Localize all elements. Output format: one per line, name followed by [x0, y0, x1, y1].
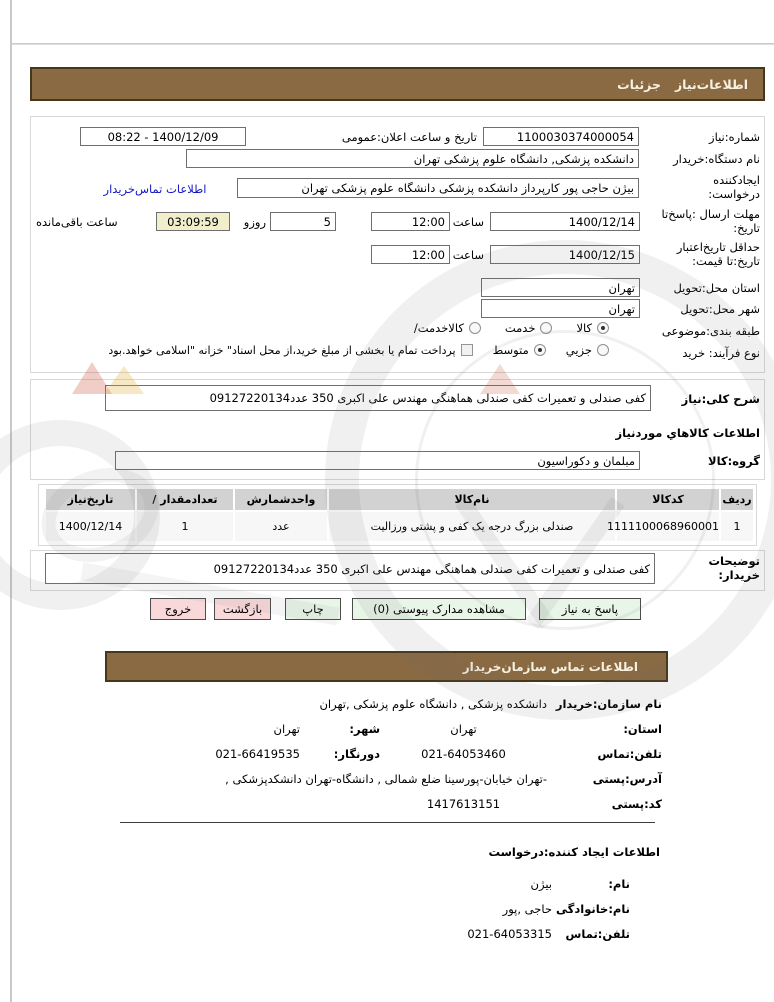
- radio-service[interactable]: [505, 321, 553, 335]
- remaining-hours-label: ساعت باقی‌مانده: [36, 215, 118, 229]
- top-separator-rule: [12, 43, 774, 45]
- buyer-org-field[interactable]: [186, 149, 639, 168]
- request-creator-field[interactable]: [237, 178, 639, 198]
- delivery-province-label: استان محل:تحویل: [673, 281, 760, 295]
- exit-button[interactable]: خروج: [150, 598, 206, 620]
- radio-partial-label: جزیي: [565, 343, 592, 357]
- creator-fname-label: نام:: [608, 877, 630, 891]
- classification-label: طبقه بندی:موضوعی: [661, 324, 760, 338]
- delivery-city-field[interactable]: [481, 299, 640, 318]
- delivery-city-value: تهران: [608, 301, 635, 316]
- radio-service-label: خدمت: [504, 321, 536, 335]
- delivery-province-value: تهران: [608, 280, 635, 295]
- radio-goods-service-label: کالاخدمت/: [413, 321, 464, 335]
- general-description-value: کفی صندلی و تعمیرات کفی صندلی هماهنگی مهندس علی اکبری 350 عدد09127220134: [209, 391, 646, 405]
- section-divider: [120, 822, 655, 823]
- reply-deadline-label-line2: تاریخ:: [733, 221, 760, 235]
- buyer-notes-field[interactable]: [45, 553, 655, 584]
- page-title-bar: [30, 67, 765, 101]
- cell-goods-code: [607, 512, 719, 541]
- countdown-field: [156, 212, 230, 231]
- goods-table-header-row: [46, 489, 753, 510]
- buyer-notes-label-line1: توضیحات: [708, 554, 760, 568]
- goods-group-label: گروه:کالا: [708, 454, 760, 468]
- deadline-time-value: 12:00: [411, 214, 445, 229]
- creator-phone-value: 021-64053315: [467, 927, 552, 941]
- goods-table: [44, 487, 755, 543]
- request-creator-label: [708, 173, 760, 201]
- cell-goods-name: صندلی بزرگ درجه یک کفی و پشتی ورزالیت: [329, 512, 615, 541]
- cell-quantity: 1: [137, 512, 233, 541]
- col-need-date: تاریخ‌نیاز: [46, 489, 135, 510]
- deadline-hour-label: ساعت: [452, 215, 484, 229]
- buyer-contact-bar-title: اطلاعات تماس سازمان‌خریدار: [462, 659, 638, 674]
- need-number-value: 1100030374000054: [516, 129, 634, 144]
- deadline-date-value: 1400/12/14: [568, 214, 635, 229]
- col-goods-code: کدکالا: [617, 489, 719, 510]
- title-need-info: اطلاعات‌نیاز: [674, 76, 748, 92]
- classification-options: [414, 321, 609, 335]
- radio-medium[interactable]: [493, 343, 546, 357]
- goods-code-value: 1111100068960001: [607, 520, 719, 533]
- contact-address-label: آدرس:پستی: [592, 772, 662, 786]
- cell-unit: عدد: [235, 512, 327, 541]
- buyer-org-label: نام دستگاه:خریدار: [673, 152, 760, 166]
- title-details: جزئیات: [617, 76, 661, 92]
- reply-deadline-label-line1: مهلت ارسال :پاسخ‌تا: [661, 207, 760, 221]
- left-border-rule: [10, 0, 12, 1002]
- contact-address-row: [105, 772, 668, 786]
- contact-address-value: -تهران خیابان-پورسینا ضلع شمالی , دانشگاه-تهران دانشکدپزشکی ,: [225, 772, 547, 786]
- col-goods-name: نام‌کالا: [329, 489, 615, 510]
- contact-province-row: [105, 722, 668, 736]
- buyer-org-value: دانشکده پزشکی, دانشگاه علوم پزشکی تهران: [413, 151, 634, 166]
- back-button[interactable]: بازگشت: [214, 598, 271, 620]
- contact-city-value: تهران: [273, 722, 300, 736]
- radio-goods-label: کالا: [576, 321, 592, 335]
- creator-phone-row: [105, 927, 668, 941]
- validity-time-value: 12:00: [411, 247, 445, 262]
- cell-need-date: [46, 512, 135, 541]
- price-validity-label-line1: حداقل تاریخ‌اعتبار: [676, 240, 760, 254]
- validity-date-value: 1400/12/15: [568, 247, 635, 262]
- col-unit: واحدشمارش: [235, 489, 327, 510]
- contact-phone-row: [105, 747, 668, 761]
- radio-partial[interactable]: [566, 343, 609, 357]
- creator-section-header: اطلاعات ایجاد کننده:درخواست: [488, 845, 660, 859]
- radio-goods-service-icon: [469, 322, 481, 334]
- treasury-note: پرداخت تمام یا بخشی از مبلغ خرید،از محل اسناد" خزانه "اسلامی خواهد.بود: [108, 343, 456, 357]
- col-row-number: ردیف: [721, 489, 753, 510]
- process-type-options: [108, 343, 609, 357]
- validity-hour-label: ساعت: [452, 248, 484, 262]
- radio-partial-icon: [597, 344, 609, 356]
- announce-datetime-value: 08:22 - 1400/12/09: [107, 129, 219, 144]
- request-creator-label-line1: ایجادکننده: [713, 173, 760, 187]
- request-creator-value: بیژن حاجی پور کارپرداز دانشکده پزشکی دانشگاه علوم پزشکی تهران: [301, 181, 634, 195]
- contact-province-label: استان:: [623, 722, 662, 736]
- contact-phone-label: تلفن:تماس: [597, 747, 662, 761]
- creator-lname-value: حاجی ,پور: [502, 902, 552, 916]
- delivery-province-field[interactable]: [481, 278, 640, 297]
- buyer-notes-value: کفی صندلی و تعمیرات کفی صندلی هماهنگی مهندس علی اکبری 350 عدد09127220134: [213, 561, 650, 576]
- goods-group-value: مبلمان و دکوراسیون: [537, 453, 635, 468]
- creator-lname-label: نام:خانوادگی: [556, 902, 630, 916]
- goods-group-field[interactable]: [115, 451, 640, 470]
- treasury-checkbox-row: [108, 344, 472, 357]
- radio-medium-icon: [534, 344, 546, 356]
- contact-postal-value: 1417613151: [426, 797, 501, 811]
- contact-postal-label: کد:پستی: [611, 797, 662, 811]
- creator-fname-value: بیژن: [530, 877, 552, 891]
- contact-org-value: دانشکده پزشکی , دانشگاه علوم پزشکی ,تهران: [319, 697, 547, 711]
- radio-goods-icon: [597, 322, 609, 334]
- request-creator-label-line2: درخواست:: [708, 187, 760, 201]
- announce-datetime-field[interactable]: [80, 127, 246, 146]
- view-attachments-button[interactable]: مشاهده مدارک پیوستی (0): [352, 598, 526, 620]
- need-date-value: 1400/12/14: [58, 520, 123, 533]
- radio-goods[interactable]: [576, 321, 609, 335]
- buyer-notes-label-line2: خریدار:: [718, 568, 760, 582]
- buyer-contact-bar: [105, 651, 668, 682]
- contact-org-row: [105, 697, 668, 711]
- general-description-label: شرح کلی:نیاز: [681, 392, 760, 406]
- countdown-value: 03:09:59: [167, 214, 219, 229]
- radio-service-icon: [540, 322, 552, 334]
- reply-deadline-label: [662, 207, 760, 235]
- announce-datetime-label: تاریخ و ساعت اعلان:عمومی: [341, 130, 477, 144]
- goods-table-row: [46, 512, 753, 541]
- deadline-days-field[interactable]: [270, 212, 336, 231]
- need-number-field[interactable]: [483, 127, 639, 146]
- deadline-date-field[interactable]: [490, 212, 640, 231]
- reply-to-need-button[interactable]: پاسخ به نیاز: [539, 598, 641, 620]
- contact-province-value: تهران: [450, 722, 477, 736]
- contact-city-label: شهر:: [349, 722, 380, 736]
- creator-phone-label: تلفن:تماس: [565, 927, 630, 941]
- days-label: روزو: [243, 215, 266, 229]
- radio-medium-label: متوسط: [492, 343, 529, 357]
- print-button[interactable]: چاپ: [285, 598, 341, 620]
- validity-date-field[interactable]: [490, 245, 640, 264]
- buyer-contact-link[interactable]: اطلاعات تماس‌خریدار: [103, 182, 207, 196]
- validity-time-field[interactable]: [371, 245, 450, 264]
- required-goods-header: اطلاعات کالاهاي موردنیاز: [615, 426, 760, 440]
- contact-fax-value: 021-66419535: [215, 747, 300, 761]
- deadline-time-field[interactable]: [371, 212, 450, 231]
- contact-org-label: نام سازمان:خریدار: [555, 697, 662, 711]
- general-description-field[interactable]: [105, 385, 651, 411]
- creator-name-row: [105, 877, 668, 891]
- creator-lastname-row: [105, 902, 668, 916]
- buyer-notes-label: [709, 554, 761, 582]
- price-validity-label-line2: تاریخ:تا قیمت:: [692, 254, 760, 268]
- price-validity-label: [677, 240, 760, 268]
- contact-phone-value: 021-64053460: [421, 747, 506, 761]
- contact-postal-row: [105, 797, 668, 811]
- treasury-checkbox[interactable]: [461, 344, 473, 356]
- process-type-label: نوع فرآیند: خرید: [682, 346, 760, 360]
- deadline-days-value: 5: [323, 214, 331, 229]
- radio-goods-service[interactable]: [414, 321, 481, 335]
- cell-row-number: 1: [721, 512, 753, 541]
- contact-fax-label: دورنگار:: [333, 747, 380, 761]
- need-number-label: شماره:نیاز: [709, 130, 760, 144]
- col-quantity: تعدادمقدار /: [137, 489, 233, 510]
- delivery-city-label: شهر محل:تحویل: [680, 302, 760, 316]
